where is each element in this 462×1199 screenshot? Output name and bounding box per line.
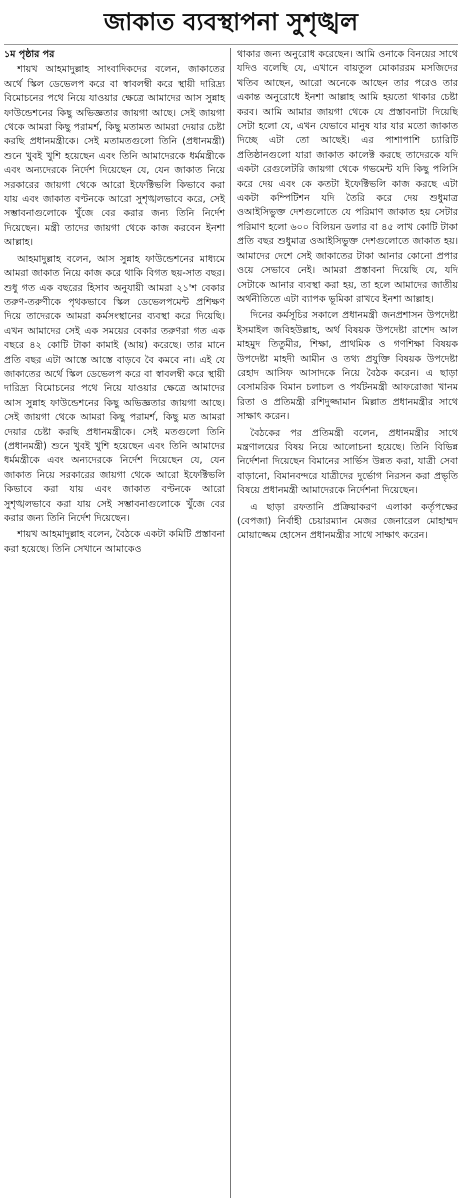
article-paragraph: আহমাদুল্লাহ বলেন, আস সুন্নাহ ফাউন্ডেশনের মাধ্যমে আমরা জাকাত নিয়ে কাজ করে থাকি বিগত ছয়-সাত বছর। শুধু গত এক বছরের হিসাব অনুযায়ী আমরা ২১'শ বেকার তরুণ-তরুণীকে পৃথকভাবে স্কিল ডেভেলপমেন্ট প্রশিক্ষণ দিয়ে তাদেরকে আমরা কর্মসংস্থানের ব্যবস্থা করে দিয়েছি। এখন আমাদের সেই এক সময়ের বেকার তরুণরা গত এক বছরে ৪২ কোটি টাকা কামাই (আয়) করেছে। তার মানে প্রতি বছর এটা আস্তে আস্তে বাড়বে বৈ কমবে না। এই যে জাকাতের অর্থে স্কিল ডেভেলপ করে বা স্বাবলম্বী করে স্থায়ী দারিদ্র্য বিমোচনের পথে নিয়ে যাওয়ার ক্ষেত্রে আমাদের আস সুন্নাহ ফাউন্ডেশনের কিছু অভিজ্ঞতার জায়গা আছে। সেই জায়গা থেকে আমরা কিছু পরামর্শ, কিছু মত আমরা দেয়ার চেষ্টা করছি প্রধানমন্ত্রীকে। সেই মতগুলো তিনি (প্রধানমন্ত্রী) শুনে খুবই খুশি হয়েছেন এবং তিনি আমাদের ধর্মমন্ত্রীকে এবং অন্যদেরকে নির্দেশ দিয়েছেন যে, যেন জাকাত নিয়ে সরকারের জায়গা থেকে আরো ইফেক্টিভলি কিভাবে করা যায় এবং জাকাত বণ্টনকে আরো সুশৃঙ্খলভাবে করা যায় সেই সম্ভাবনাগুলোকে খুঁজে বের করার জন্য তিনি নির্দেশ দিয়েছেন। <box>4 253 225 524</box>
article-paragraph: এ ছাড়া রফতানি প্রক্রিয়াকরণ এলাকা কর্তৃপক্ষের (বেপজা) নির্বাহী চেয়ারম্যান মেজর জেনারেল মোহাম্মদ মোয়াজ্জেম হোসেন প্রধানমন্ত্রীর সাথে সাক্ষাৎ করেন। <box>237 501 458 542</box>
article-paragraph: বৈঠকের পর প্রতিমন্ত্রী বলেন, প্রধানমন্ত্রীর সাথে মন্ত্রণালয়ের বিষয় নিয়ে আলোচনা হয়েছে। তিনি বিভিন্ন নির্দেশনা দিয়েছেন বিমানের সার্ভিস উন্নত করা, যাত্রী সেবা বাড়ানো, বিমানবন্দরে যাত্রীদের দুর্ভোগ নিরসন করা প্রভৃতি বিষয়ে প্রধানমন্ত্রী আমাদেরকে নির্দেশনা দিয়েছেন। <box>237 427 458 497</box>
article-paragraph: শায়খ আহমাদুল্লাহ সাংবাদিকদের বলেন, জাকাতের অর্থে স্কিল ডেভেলপ করে বা স্বাবলম্বী করে স্থায়ী দারিদ্র্য বিমোচনের পথে নিয়ে যাওয়ার ক্ষেত্রে আমাদের আস সুন্নাহ ফাউন্ডেশনের কিছু অভিজ্ঞতার জায়গা আছে। সেই জায়গা থেকে আমরা কিছু পরামর্শ, কিছু মতামত আমরা দেয়ার চেষ্টা করছি প্রধানমন্ত্রীকে। সেই মতামতগুলো তিনি (প্রধানমন্ত্রী) শুনে খুবই খুশি হয়েছেন এবং তিনি আমাদেরকে ধর্মমন্ত্রীকে এবং অন্যদেরকে নির্দেশ দিয়েছেন যে, যেন জাকাত নিয়ে সরকারের জায়গা থেকে আরো ইফেক্টিভলি কিভাবে করা যায় এবং জাকাত বণ্টনকে আরো সুশৃঙ্খলভাবে করে, সেই সম্ভাবনাগুলোকে খুঁজে বের করার জন্য তিনি নির্দেশ দিয়েছেন। মন্ত্রী তাদের জায়গা থেকে কাজ করবেন ইনশা আল্লাহ। <box>4 64 225 249</box>
headline-bar <box>4 0 458 45</box>
article-columns <box>4 48 458 1198</box>
article-paragraph: থাকার জন্য অনুরোধ করেছেন। আমি ওনাকে বিনয়ের সাথে যদিও বলেছি যে, এখানে বায়তুল মোকাররম মসজিদের খতিব আছেন, আরো অনেকে আছেন তার পরেও তার একান্ত অনুরোধে ইনশা আল্লাহ আমি হয়তো থাকার চেষ্টা করব। আমি আমার জায়গা থেকে যে প্রস্তাবনাটা দিয়েছি সেটা হলো যে, এখন যেভাবে মানুষ যার যার মতো জাকাত দিচ্ছে এটা তো আছেই। এর পাশাপাশি চ্যারিটি প্রতিষ্ঠানগুলো যারা জাকাত কালেক্ট করছে তাদেরকে যদি একটা রেগুলেটরি জায়গা থেকে গভমেন্ট যদি কিছু পলিসি করে দেয় এবং কে কতটা ইফেক্টিভলি কাজ করছে এটা একটা কম্পিটিশন যদি তৈরি করে দেয় শুধুমাত্র ওআইসিভুক্ত দেশগুলোতে যে পরিমাণ জাকাত হয় সেটার পরিমাণ হলো ৬০০ বিলিয়ন ডলার বা ৪৫ লাখ কোটি টাকা প্রতি বছর শুধুমাত্র ওআইসিভুক্ত দেশগুলোতে জাকাত হয়। আমাদের দেশে সেই জাকাতের টাকা আনার কোনো প্রপার ওয়ে সেভাবে নেই। আমরা প্রস্তাবনা দিয়েছি যে, যদি সেটাকে আনার ব্যবস্থা করা হয়, তা হলে আমাদের জাতীয় অর্থনীতিতে এটা ব্যাপক ভূমিকা রাখবে ইনশা আল্লাহ। <box>237 49 458 305</box>
article-column-right <box>230 48 458 1198</box>
continued-from-label: ১ম পৃষ্ঠার পর <box>4 49 55 60</box>
article-paragraph: দিনের কর্মসূচির সকালে প্রধানমন্ত্রী জনপ্রশাসন উপদেষ্টা ইসমাইল জবিহউল্লাহ, অর্থ বিষয়ক উপদেষ্টা রাশেদ আল মাহমুদ তিতুমীর, শিক্ষা, প্রাথমিক ও গণশিক্ষা বিষয়ক উপদেষ্টা মাহদী আমীন ও তথ্য প্রযুক্তি বিষয়ক উপদেষ্টা রেহাদ আসিফ আসাদকে নিয়ে বৈঠক করেন। এ ছাড়া বেসামরিক বিমান চলাচল ও পর্যটনমন্ত্রী আফরোজা খানম রিতা ও প্রতিমন্ত্রী রশিদুজ্জামান মিল্লাত প্রধানমন্ত্রীর সাথে সাক্ষাৎ করেন। <box>237 310 458 423</box>
article-column-left <box>4 48 230 1198</box>
article-paragraph: শায়খ আহমাদুল্লাহ বলেন, বৈঠকে একটা কমিটি প্রস্তাবনা করা হয়েছে। তিনি সেখানে আমাকেও <box>4 529 225 555</box>
headline: জাকাত ব্যবস্থাপনা সুশৃঙ্খল <box>103 8 359 36</box>
